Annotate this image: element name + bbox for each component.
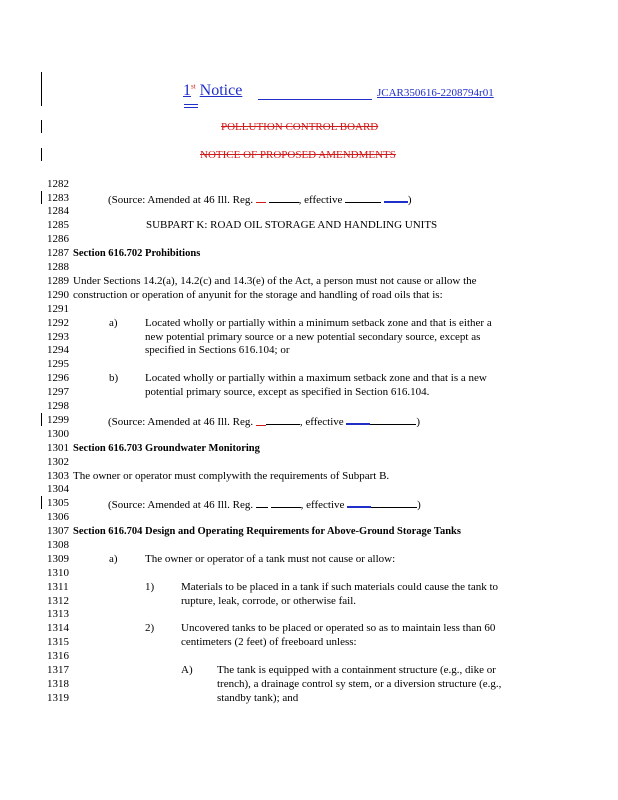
line-number: 1318 — [47, 678, 69, 690]
item-label: 2) — [145, 622, 155, 634]
paragraph-line: Located wholly or partially within a maximum setback zone and that is a new — [145, 372, 487, 384]
notice-header — [183, 82, 242, 100]
paragraph-line: Materials to be placed in a tank if such materials could cause the tank to — [181, 581, 499, 593]
line-number: 1295 — [47, 358, 69, 370]
source-prefix: (Source: Amended at 46 Ill. Reg. — [108, 499, 256, 511]
notice-word: Notice — [199, 82, 243, 99]
line-number: 1299 — [47, 414, 69, 426]
line-number: 1298 — [47, 400, 69, 412]
paragraph-line: The owner or operator of a tank must not cause or allow: — [145, 553, 396, 565]
line-number: 1288 — [47, 261, 69, 273]
section-heading: Section 616.703 Groundwater Monitoring — [73, 443, 260, 454]
line-number: 1285 — [47, 219, 69, 231]
line-number: 1286 — [47, 233, 69, 245]
line-number: 1292 — [47, 317, 69, 329]
paragraph-line: The tank is equipped with a containment structure (e.g., dike or — [217, 664, 496, 676]
line-number: 1303 — [47, 470, 69, 482]
line-number: 1300 — [47, 428, 69, 440]
line-number: 1310 — [47, 567, 69, 579]
source-note — [108, 192, 412, 207]
item-label: a) — [109, 553, 118, 565]
line-number: 1312 — [47, 595, 69, 607]
notice-number: 1 — [183, 82, 191, 99]
paragraph-line: centimeters (2 feet) of freeboard unless: — [181, 636, 357, 648]
line-number: 1315 — [47, 636, 69, 648]
paragraph-line: The owner or operator must complywith the requirements of Subpart B. — [73, 470, 390, 482]
board-title: POLLUTION CONTROL BOARD — [221, 121, 379, 133]
header-double-rule — [184, 104, 198, 108]
line-number: 1289 — [47, 275, 69, 287]
line-number: 1319 — [47, 692, 69, 704]
paragraph-line: Uncovered tanks to be placed or operated so as to maintain less than 60 — [181, 622, 496, 634]
paragraph-line: trench), a drainage control sy stem, or a diversion structure (e.g., — [217, 678, 502, 690]
item-label: A) — [181, 664, 193, 676]
header-underline — [258, 99, 372, 100]
line-number: 1307 — [47, 525, 69, 537]
source-note — [108, 414, 420, 429]
item-label: a) — [109, 317, 118, 329]
change-bar — [41, 148, 42, 161]
line-number: 1297 — [47, 386, 69, 398]
paragraph-line: rupture, leak, corrode, or otherwise fail. — [181, 595, 357, 607]
change-bar — [41, 413, 42, 426]
line-number: 1282 — [47, 178, 69, 190]
paragraph-line: standby tank); and — [217, 692, 299, 704]
line-number: 1302 — [47, 456, 69, 468]
line-number: 1306 — [47, 511, 69, 523]
paragraph-line: specified in Sections 616.104; or — [145, 344, 290, 356]
subpart-title: SUBPART K: ROAD OIL STORAGE AND HANDLING UNITS — [146, 219, 438, 231]
line-number: 1294 — [47, 344, 69, 356]
change-bar — [41, 72, 42, 106]
line-number: 1301 — [47, 442, 69, 454]
line-number: 1287 — [47, 247, 69, 259]
paragraph-line: Located wholly or partially within a minimum setback zone and that is either a — [145, 317, 492, 329]
line-number: 1291 — [47, 303, 69, 315]
line-number: 1314 — [47, 622, 69, 634]
section-heading: Section 616.702 Prohibitions — [73, 248, 201, 259]
line-number: 1313 — [47, 608, 69, 620]
line-number: 1296 — [47, 372, 69, 384]
line-number: 1290 — [47, 289, 69, 301]
source-effective: , effective — [299, 416, 347, 428]
line-number: 1317 — [47, 664, 69, 676]
line-number: 1305 — [47, 497, 69, 509]
change-bar — [41, 191, 42, 204]
source-effective: , effective — [298, 194, 346, 206]
line-number: 1308 — [47, 539, 69, 551]
line-number: 1284 — [47, 205, 69, 217]
paragraph-line: new potential primary source or a new potential secondary source, except as — [145, 331, 481, 343]
paragraph-line: construction or operation of anyunit for the storage and handling of road oils that is: — [73, 289, 443, 301]
line-number: 1283 — [47, 192, 69, 204]
source-close: ) — [417, 499, 421, 511]
line-number: 1293 — [47, 331, 69, 343]
source-note — [108, 497, 421, 512]
source-close: ) — [416, 416, 421, 428]
notice-superscript: st — [191, 82, 196, 91]
source-prefix: (Source: Amended at 46 Ill. Reg. — [108, 416, 256, 428]
notice-title: NOTICE OF PROPOSED AMENDMENTS — [200, 149, 396, 161]
source-prefix: (Source: Amended at 46 Ill. Reg. — [108, 194, 256, 206]
jcar-code: JCAR350616-2208794r01 — [377, 87, 494, 99]
item-label: 1) — [145, 581, 155, 593]
change-bar — [41, 496, 42, 509]
change-bar — [41, 120, 42, 133]
section-heading: Section 616.704 Design and Operating Requirements for Above-Ground Storage Tanks — [73, 526, 461, 537]
line-number: 1309 — [47, 553, 69, 565]
source-effective: , effective — [300, 499, 348, 511]
line-number: 1311 — [47, 581, 69, 593]
line-number: 1304 — [47, 483, 69, 495]
paragraph-line: potential primary source, except as specified in Section 616.104. — [145, 386, 430, 398]
line-number: 1316 — [47, 650, 69, 662]
item-label: b) — [109, 372, 119, 384]
source-close: ) — [407, 194, 412, 206]
paragraph-line: Under Sections 14.2(a), 14.2(c) and 14.3(e) of the Act, a person must not cause or allow the — [73, 275, 477, 287]
